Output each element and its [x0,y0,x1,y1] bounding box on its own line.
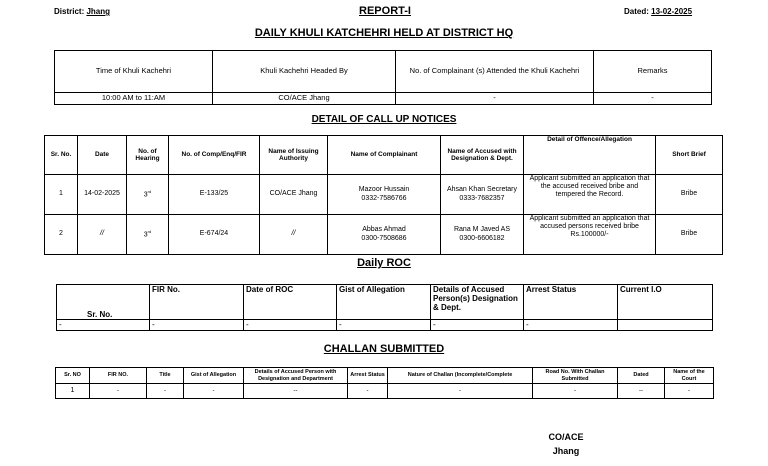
sr-cell: 1 [45,175,78,215]
accused-cell [441,215,524,255]
table-cell: - [348,384,388,399]
header-cell: Short Brief [656,136,723,175]
table-row [56,384,714,399]
table-cell: - [396,93,594,105]
comp-cell: E-674/24 [169,215,260,255]
complainant-phone: 0332-7586766 [361,194,407,202]
table-row [55,93,712,105]
challan-table [55,367,714,399]
table-cell: - [533,384,618,399]
authority-cell: // [260,215,328,255]
table-cell: - [665,384,714,399]
hearing-cell [127,175,169,215]
roc-table [56,284,713,331]
call-up-table [44,135,723,255]
table-cell: - [524,320,618,331]
complainant-name: Abbas Ahmad [362,226,406,234]
signature-line1: CO/ACE [548,432,584,442]
header-cell: Dated [618,368,665,384]
table-cell: CO/ACE Jhang [213,93,396,105]
sr-cell: 2 [45,215,78,255]
header-cell: Detail of Offence/Allegation [524,136,656,175]
hearing-value: 3 [143,191,148,199]
header-cell: Date [78,136,127,175]
date-cell: // [78,215,127,255]
table-cell: - [184,384,244,399]
table-cell: - [90,384,147,399]
header-cell: Sr. NO [56,368,90,384]
authority-cell: CO/ACE Jhang [260,175,328,215]
table-cell: 10:00 AM to 11:AM [55,93,213,105]
header-cell: Name of Issuing Authority [260,136,328,175]
offence-cell: Applicant submitted an application that accused persons received bribe Rs.100000/- [524,215,656,255]
accused-phone: 0300-6606182 [459,234,505,242]
header-cell: No. of Complainant (s) Attended the Khuli Kachehri [396,51,594,93]
district-label: District: [54,7,85,16]
hearing-suffix: rd [147,188,152,194]
khuli-kachehri-table [54,50,712,105]
header-cell: Name of Complainant [328,136,441,175]
accused-phone: 0333-7682357 [459,194,505,202]
complainant-cell [328,175,441,215]
dated-field [624,7,692,16]
hearing-value: 3 [143,231,148,239]
comp-cell: E-133/25 [169,175,260,215]
dated-value: 13-02-2025 [651,7,693,16]
complainant-phone: 0300-7508686 [361,234,407,242]
table-cell [618,320,713,331]
challan-title: CHALLAN SUBMITTED [323,343,445,355]
header-cell: Khuli Kachehri Headed By [213,51,396,93]
brief-cell: Bribe [656,215,723,255]
table-cell: - [244,320,337,331]
table-row [45,175,723,215]
header-cell: Current I.O [618,285,713,320]
header-cell: Gist of Allegation [337,285,431,320]
dated-label: Dated: [624,7,649,16]
table-cell: 1 [56,384,90,399]
signature-block [536,432,596,456]
table-cell: - [594,93,712,105]
header-cell: Details of Accused Person with Designation and Department [244,368,348,384]
accused-name: Rana M Javed AS [453,226,511,234]
table-header-row [55,51,712,93]
hearing-cell [127,215,169,255]
header-cell: Sr. No. [57,285,150,320]
signature-line2: Jhang [552,446,580,456]
header-cell: Name of the Court [665,368,714,384]
table-header-row [45,136,723,175]
district-field [54,7,110,16]
accused-name: Ahsan Khan Secretary [446,186,518,194]
offence-cell: Applicant submitted an application that the accused received bribe and tempered the Record. [524,175,656,215]
header-cell: No. of Comp/Enq/FIR [169,136,260,175]
header-cell: Details of Accused Person(s) Designation & Dept. [431,285,524,320]
table-row [45,215,723,255]
header-cell: Name of Accused with Designation & Dept. [441,136,524,175]
header-cell: Arrest Status [348,368,388,384]
roc-title: Daily ROC [357,257,411,269]
header-cell: Title [147,368,184,384]
complainant-cell [328,215,441,255]
header-cell: Road No. With Challan Submitted [533,368,618,384]
table-cell: - [147,384,184,399]
date-cell: 14-02-2025 [78,175,127,215]
table-cell: -- [618,384,665,399]
main-title: DAILY KHULI KATCHEHRI HELD AT DISTRICT HQ [254,27,514,39]
header-cell: FIR NO. [90,368,147,384]
header-cell: Sr. No. [45,136,78,175]
district-value: Jhang [86,7,111,16]
table-cell: - [150,320,244,331]
header-cell: No. of Hearing [127,136,169,175]
accused-cell [441,175,524,215]
header-cell: Arrest Status [524,285,618,320]
table-row [57,320,713,331]
table-cell: - [57,320,150,331]
table-header-row [57,285,713,320]
table-header-row [56,368,714,384]
report-title: REPORT-I [359,5,411,17]
hearing-suffix: rd [147,228,152,234]
header-cell: Gist of Allegation [184,368,244,384]
header-cell: FIR No. [150,285,244,320]
table-cell: - [388,384,533,399]
call-up-title: DETAIL OF CALL UP NOTICES [311,114,457,125]
brief-cell: Bribe [656,175,723,215]
header-cell: Time of Khuli Kachehri [55,51,213,93]
table-cell: - [337,320,431,331]
table-cell: -- [244,384,348,399]
header-cell: Remarks [594,51,712,93]
complainant-name: Mazoor Hussain [358,186,410,194]
header-cell: Date of ROC [244,285,337,320]
table-cell: - [431,320,524,331]
header-cell: Nature of Challan (Incomplete/Complete [388,368,533,384]
